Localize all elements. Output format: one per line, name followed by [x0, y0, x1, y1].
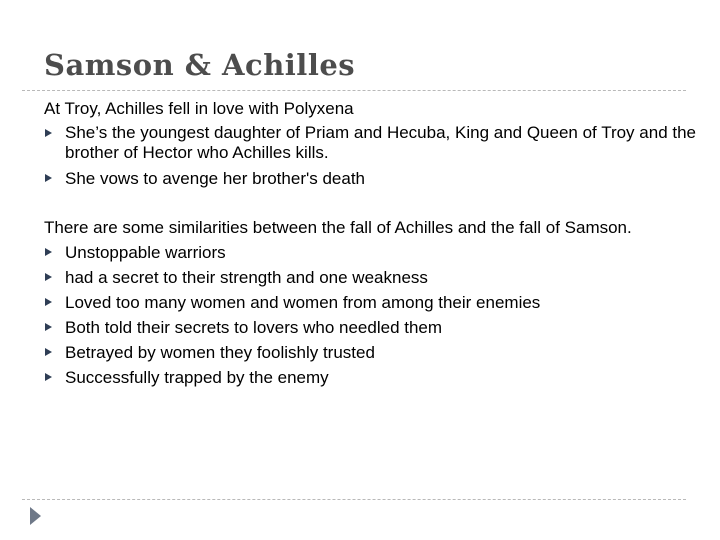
- list-item: [44, 340, 704, 365]
- list-item: [44, 365, 704, 390]
- list-item: [44, 166, 704, 191]
- list-item: [44, 315, 704, 340]
- bullet-text: Successfully trapped by the enemy: [65, 368, 329, 387]
- triangle-bullet-icon: [45, 323, 52, 331]
- bullet-text: Betrayed by women they foolishly trusted: [65, 343, 375, 362]
- slide-title: Samson & Achilles: [44, 48, 356, 82]
- triangle-bullet-icon: [45, 348, 52, 356]
- list-item: [44, 121, 704, 166]
- list-item: [44, 240, 704, 265]
- bullet-text: She’s the youngest daughter of Priam and Hecuba, King and Queen of Troy and the brother of Hector who Achilles kills.: [65, 123, 697, 162]
- triangle-bullet-icon: [45, 129, 52, 137]
- bullet-text: Unstoppable warriors: [65, 243, 226, 262]
- title-divider: [22, 90, 686, 91]
- slide-body: [44, 96, 704, 390]
- bullet-text: had a secret to their strength and one weakness: [65, 268, 428, 287]
- triangle-bullet-icon: [45, 273, 52, 281]
- list-item: [44, 290, 704, 315]
- comparison-line: There are some similarities between the fall of Achilles and the fall of Samson.: [44, 218, 632, 237]
- intro-line: At Troy, Achilles fell in love with Polyxena: [44, 99, 354, 118]
- intro-bullet-list: [44, 121, 704, 191]
- footer-divider: [22, 499, 686, 500]
- triangle-bullet-icon: [45, 373, 52, 381]
- triangle-bullet-icon: [45, 298, 52, 306]
- spacer: [44, 191, 704, 215]
- next-slide-arrow-icon[interactable]: [30, 507, 41, 525]
- list-item: [44, 265, 704, 290]
- bullet-text: Loved too many women and women from among their enemies: [65, 293, 541, 312]
- bullet-text: Both told their secrets to lovers who needled them: [65, 318, 443, 337]
- triangle-bullet-icon: [45, 174, 52, 182]
- triangle-bullet-icon: [45, 248, 52, 256]
- bullet-text: She vows to avenge her brother's death: [65, 169, 365, 188]
- similarities-bullet-list: [44, 240, 704, 390]
